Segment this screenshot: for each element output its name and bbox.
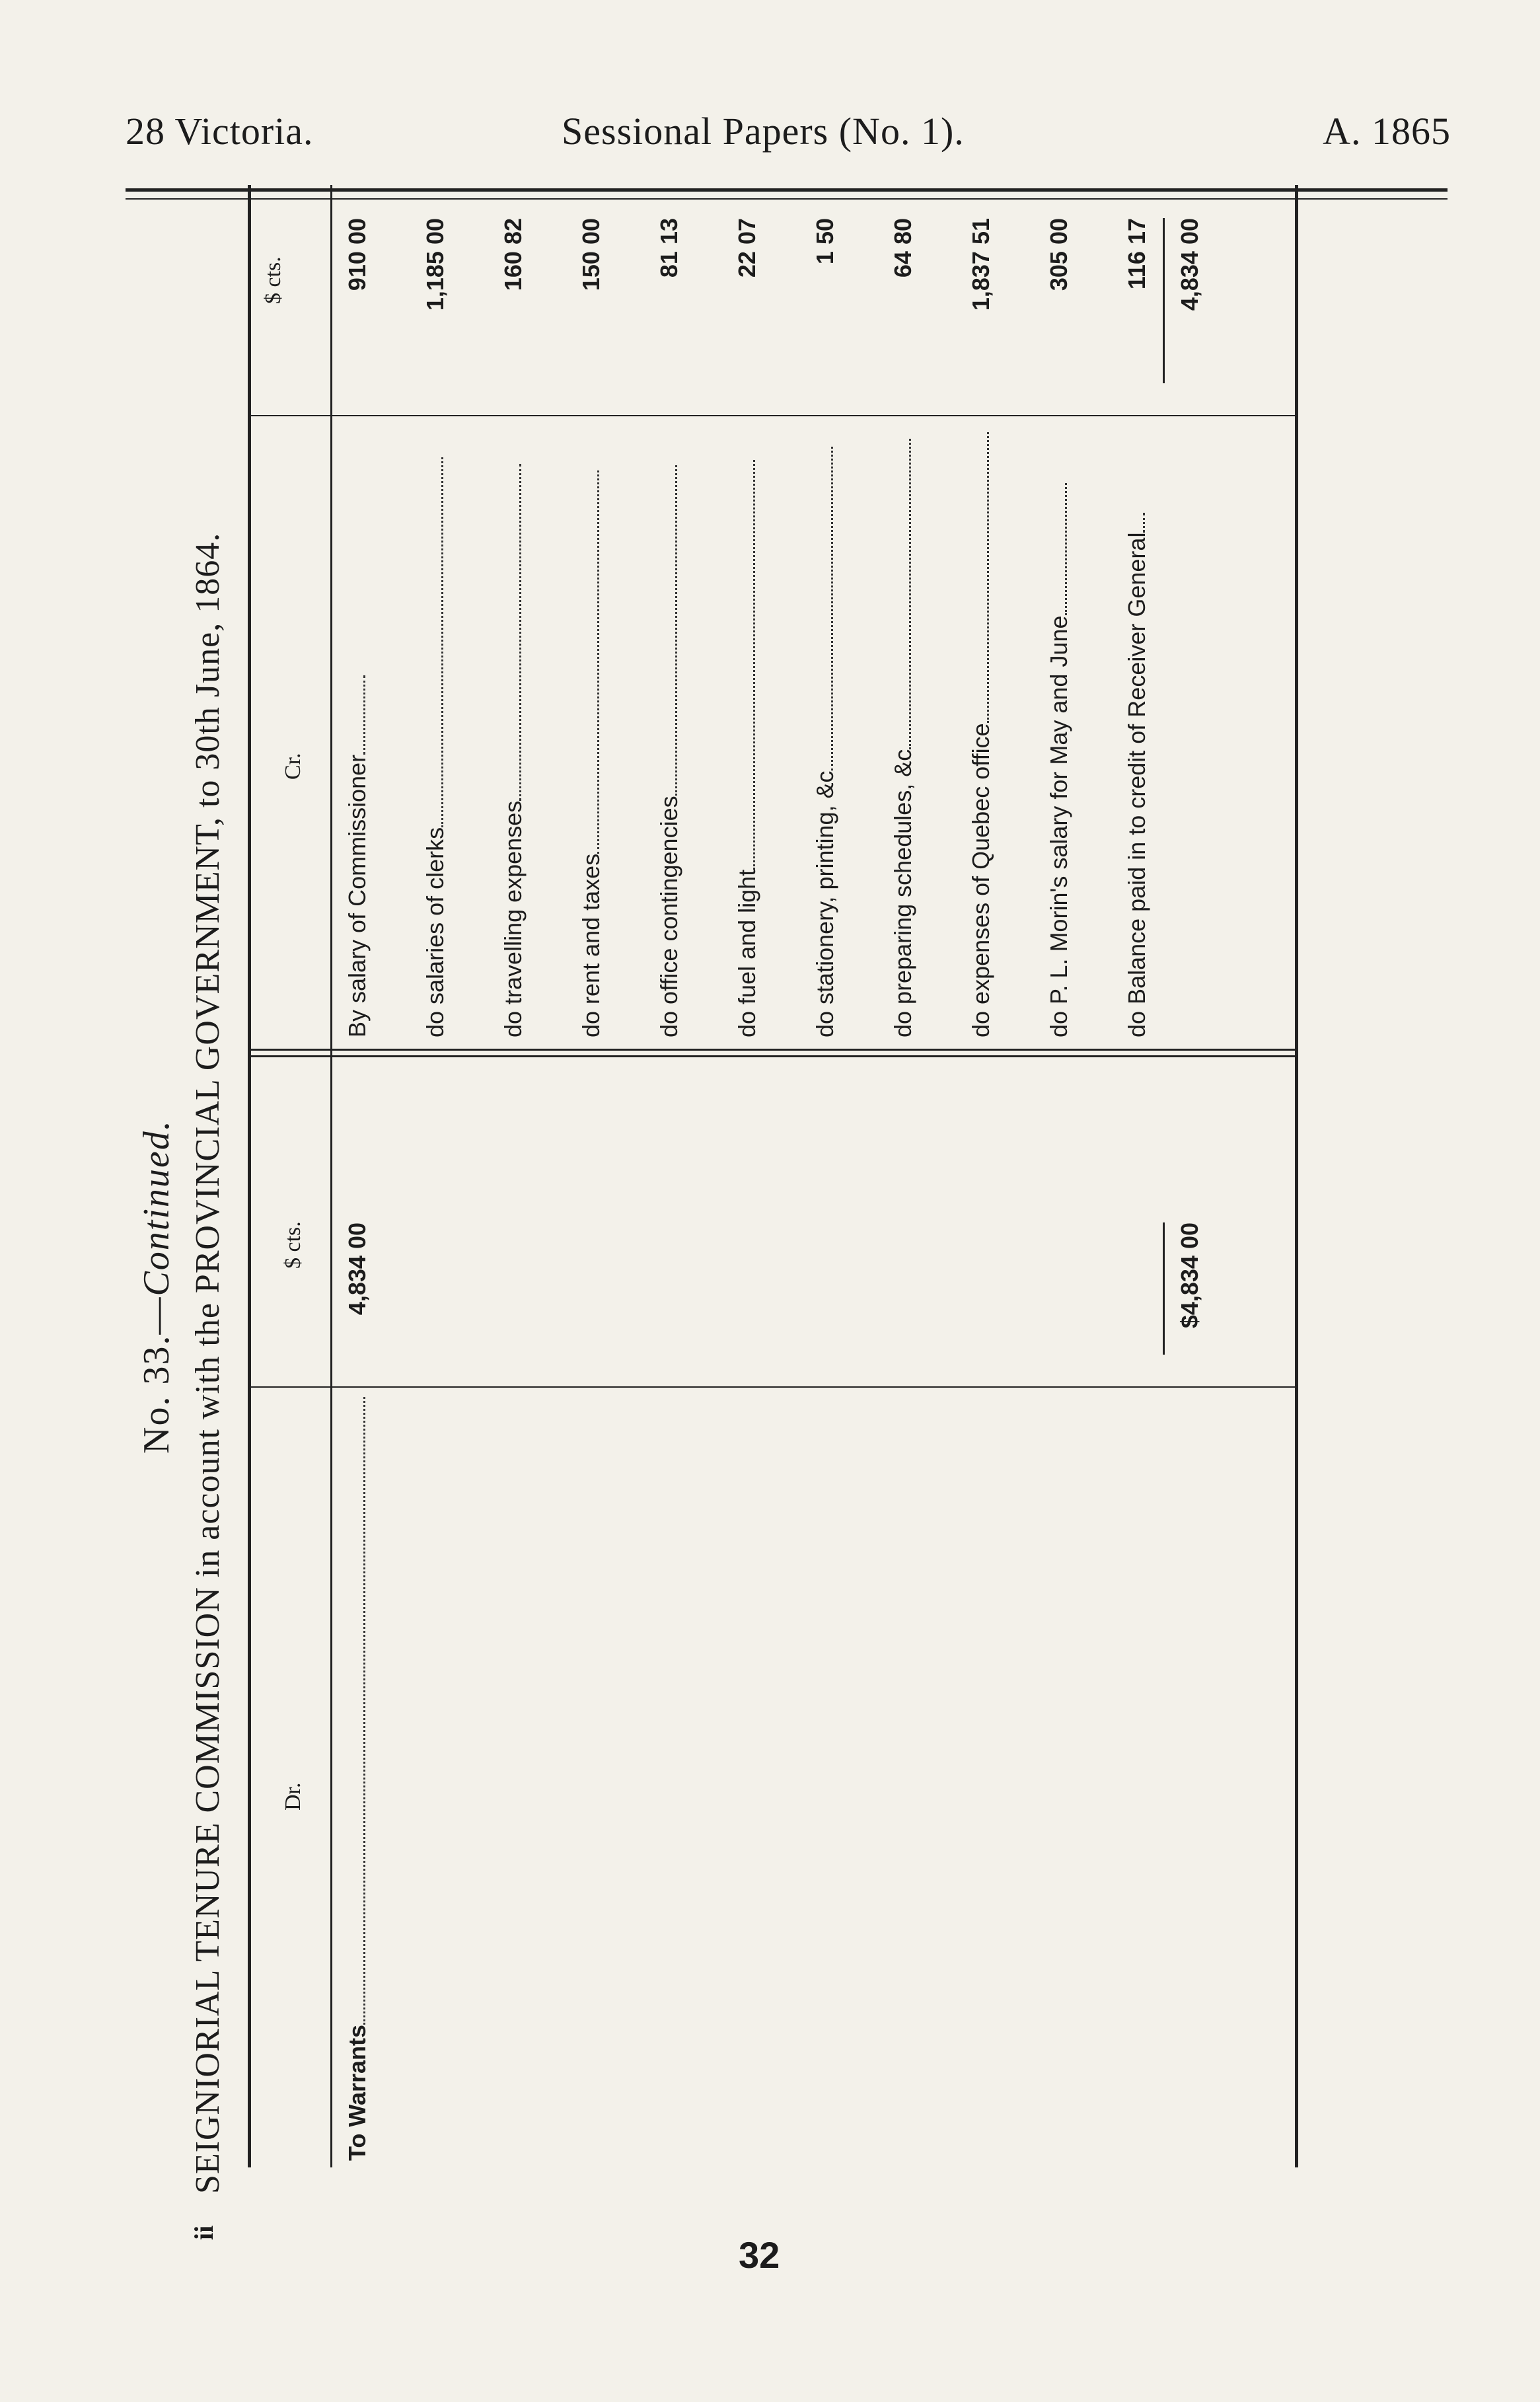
credit-amount-11: 116 17 — [1123, 218, 1150, 290]
debit-total: $4,834 00 — [1176, 1222, 1203, 1329]
debit-credit-divider-2 — [251, 1049, 1295, 1051]
header-right: A. 1865 — [1323, 110, 1451, 153]
header-center: Sessional Papers (No. 1). — [562, 110, 965, 153]
credit-amount-6: 22 07 — [733, 218, 760, 278]
credit-total-rule — [1163, 218, 1165, 383]
credit-amount-4: 150 00 — [577, 218, 605, 291]
rotated-account-page — [135, 152, 1424, 2247]
page-number: 32 — [739, 2234, 780, 2276]
credit-amount-5: 81 13 — [655, 218, 682, 278]
debit-entry-label: To Warrants — [344, 1397, 371, 2161]
credit-amount-10: 305 00 — [1045, 218, 1072, 291]
credit-entry-9: do expenses of Quebec office — [967, 432, 995, 1037]
credit-total: 4,834 00 — [1176, 218, 1203, 311]
credit-heading: Cr. — [281, 753, 305, 780]
credit-amount-8: 64 80 — [889, 218, 916, 278]
debit-credit-divider — [251, 1055, 1295, 1057]
debit-heading: Dr. — [281, 1782, 305, 1811]
credit-amount-9: 1,837 51 — [967, 218, 994, 311]
account-title: SEIGNIORIAL TENURE COMMISSION in account with the PROVINCIAL GOVERNMENT, to 30th June, 1864. — [189, 532, 227, 2194]
side-marker: ii — [189, 2225, 219, 2240]
debit-currency-heading: $ cts. — [281, 1221, 305, 1269]
credit-entry-8: do preparing schedules, &c — [889, 439, 917, 1037]
credit-entry-1: By salary of Commissioner — [344, 675, 371, 1037]
header-row-rule — [330, 185, 332, 2167]
credit-entry-10: do P. L. Morin's salary for May and June — [1045, 483, 1073, 1037]
credit-entry-6: do fuel and light — [733, 460, 761, 1037]
header-left: 28 Victoria. — [126, 110, 314, 153]
credit-amount-3: 160 82 — [499, 218, 527, 291]
credit-amount-7: 1 50 — [811, 218, 838, 265]
credit-currency-heading: $ cts. — [261, 256, 285, 304]
credit-amount-divider — [251, 415, 1295, 416]
credit-entry-7: do stationery, printing, &c — [811, 447, 839, 1037]
credit-entry-5: do office contingencies — [655, 465, 683, 1037]
credit-amount-2: 1,185 00 — [422, 218, 449, 311]
debit-entry-amount: 4,834 00 — [344, 1222, 371, 1316]
account-table — [248, 185, 1298, 2167]
credit-entry-4: do rent and taxes — [577, 470, 605, 1037]
debit-total-rule — [1163, 1222, 1165, 1355]
credit-entry-11: do Balance paid in to credit of Receiver General — [1123, 513, 1151, 1037]
debit-amount-divider — [251, 1386, 1295, 1388]
credit-entry-2: do salaries of clerks — [422, 457, 449, 1037]
credit-entry-3: do travelling expenses — [499, 464, 527, 1037]
credit-amount-1: 910 00 — [344, 218, 371, 291]
section-number: No. 33.—Continued. — [136, 1119, 177, 1454]
